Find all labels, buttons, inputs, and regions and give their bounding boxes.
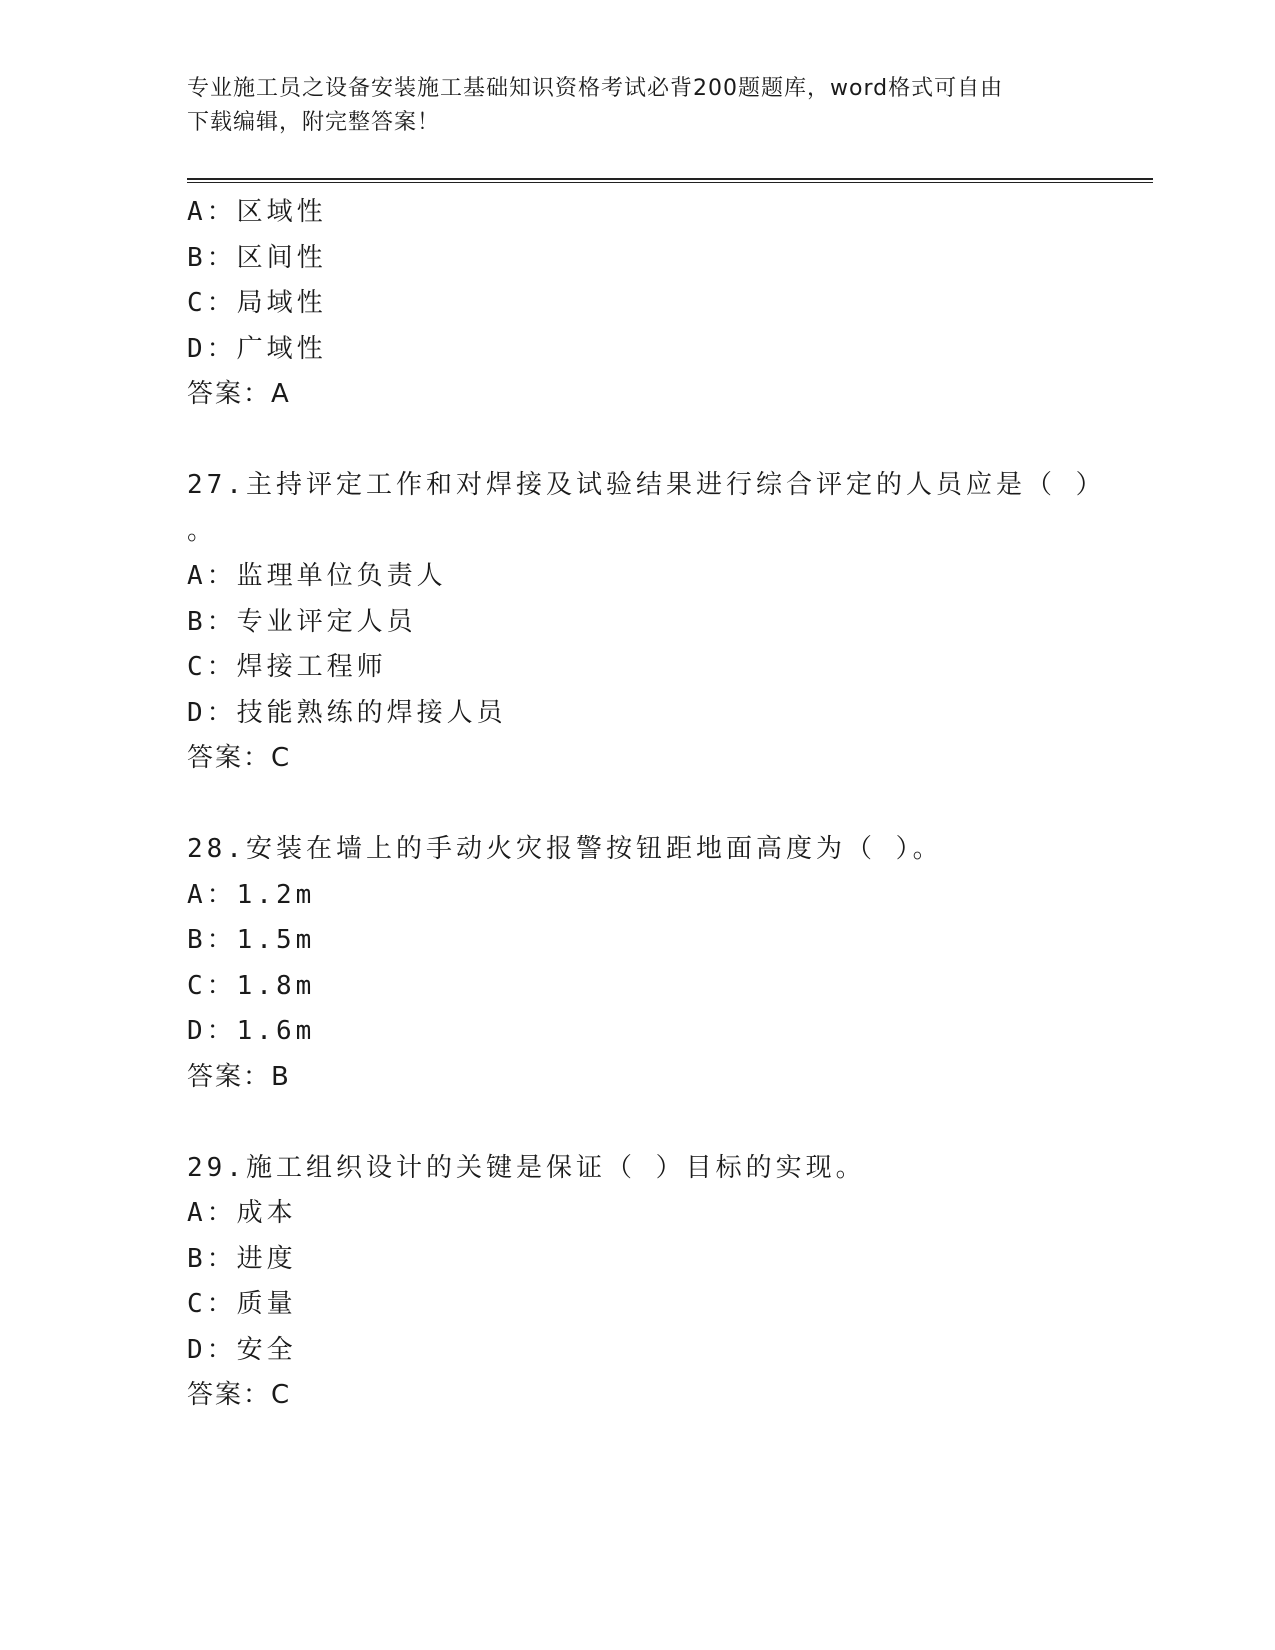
option-b: B：进度 bbox=[187, 1243, 297, 1274]
document-header bbox=[187, 72, 1067, 140]
question-27 bbox=[187, 463, 1106, 782]
option-d: D：1.6m bbox=[187, 1016, 316, 1046]
answer-line: 答案：C bbox=[187, 743, 292, 773]
question-stem-continuation: 。 bbox=[187, 515, 218, 546]
question-stem: 27.主持评定工作和对焊接及试验结果进行综合评定的人员应是（ ） bbox=[187, 470, 1106, 500]
option-b: B：区间性 bbox=[187, 242, 327, 273]
header-title-line-2: 下载编辑，附完整答案！ bbox=[187, 110, 441, 135]
header-divider bbox=[187, 178, 1153, 183]
option-c: C：质量 bbox=[187, 1289, 297, 1319]
answer-line: 答案：B bbox=[187, 1061, 291, 1092]
option-c: C：焊接工程师 bbox=[187, 652, 387, 682]
question-28 bbox=[187, 827, 1087, 1100]
option-a: A：区域性 bbox=[187, 197, 327, 227]
question-stem: 28.安装在墙上的手动火灾报警按钮距地面高度为（ ）。 bbox=[187, 834, 943, 864]
option-a: A：成本 bbox=[187, 1198, 297, 1228]
answer-line: 答案：C bbox=[187, 1380, 292, 1410]
option-b: B：1.5m bbox=[187, 925, 316, 955]
option-a: A：监理单位负责人 bbox=[187, 561, 447, 591]
question-29 bbox=[187, 1146, 1087, 1419]
option-d: D：广域性 bbox=[187, 333, 327, 364]
question-list bbox=[187, 190, 1106, 1419]
option-c: C：1.8m bbox=[187, 970, 316, 1001]
option-d: D：技能熟练的焊接人员 bbox=[187, 697, 507, 728]
option-c: C：局域性 bbox=[187, 288, 327, 318]
question-26 bbox=[187, 190, 1087, 418]
option-d: D：安全 bbox=[187, 1334, 297, 1365]
option-b: B：专业评定人员 bbox=[187, 606, 417, 637]
header-title-line-1: 专业施工员之设备安装施工基础知识资格考试必背200题题库，word格式可自由 bbox=[187, 76, 1004, 101]
question-stem: 29.施工组织设计的关键是保证（ ）目标的实现。 bbox=[187, 1152, 866, 1183]
answer-line: 答案：A bbox=[187, 379, 291, 409]
option-a: A：1.2m bbox=[187, 879, 316, 910]
